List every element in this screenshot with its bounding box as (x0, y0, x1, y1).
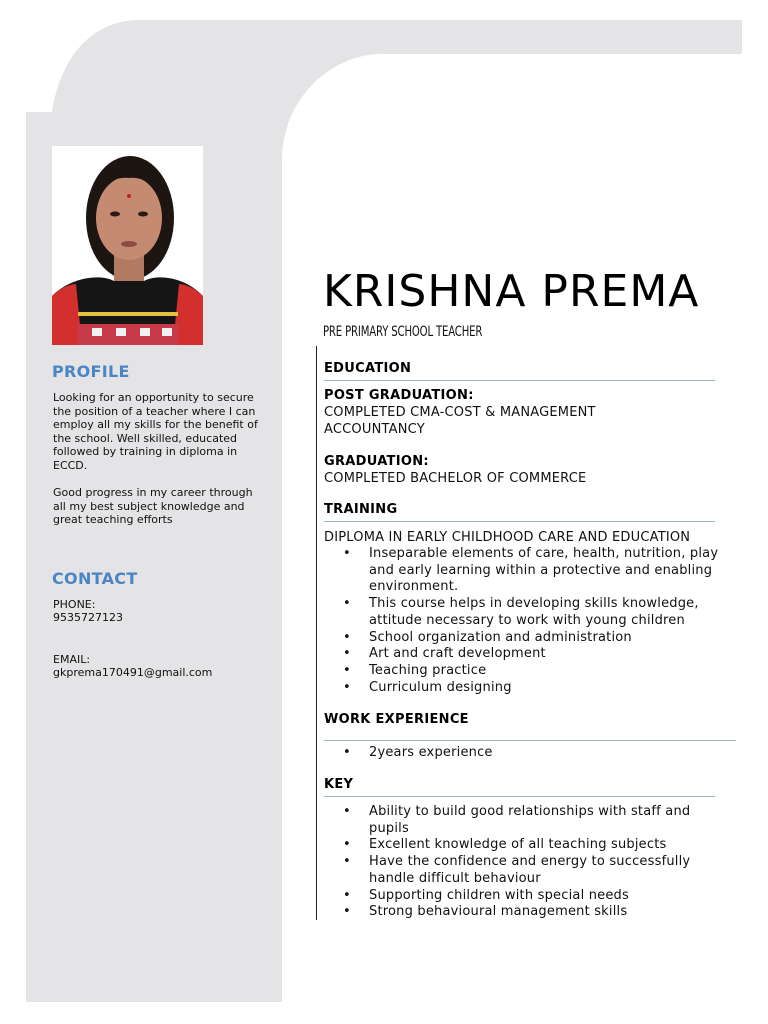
person-name: KRISHNA PREMA (323, 266, 700, 317)
list-item: • 2years experience (324, 745, 724, 762)
post-graduation-text: COMPLETED CMA-COST & MANAGEMENT ACCOUNTANCY (324, 405, 596, 437)
list-item: • School organization and administration (324, 630, 724, 647)
work-experience-list (324, 745, 724, 762)
profile-heading: PROFILE (52, 362, 130, 381)
profile-paragraph-1: Looking for an opportunity to secure the position of a teacher where I can employ all my skills for the benefit of the school. Well skilled, educated followed by training in diploma in ECCD. (53, 391, 258, 472)
list-item: • Art and craft development (324, 646, 724, 663)
key-list (324, 804, 724, 921)
education-heading: EDUCATION (324, 361, 412, 376)
list-item: • Curriculum designing (324, 680, 724, 697)
list-item: • Excellent knowledge of all teaching subjects (324, 837, 724, 854)
email-value: gkprema170491@gmail.com (53, 666, 213, 679)
list-item: • This course helps in developing skills knowledge, attitude necessary to work with young children (324, 596, 724, 629)
graduation-text: COMPLETED BACHELOR OF COMMERCE (324, 471, 587, 486)
work-experience-rule (324, 740, 736, 741)
phone-value: 9535727123 (53, 611, 123, 624)
work-experience-heading: WORK EXPERIENCE (324, 712, 469, 727)
email-label: EMAIL: (53, 653, 91, 666)
training-rule (324, 521, 715, 522)
list-item: • Strong behavioural management skills (324, 904, 724, 921)
training-list (324, 546, 724, 696)
key-rule (324, 796, 715, 797)
list-item: • Supporting children with special needs (324, 888, 724, 905)
post-graduation-label: POST GRADUATION: (324, 388, 474, 403)
phone-label: PHONE: (53, 598, 96, 611)
list-item: • Have the confidence and energy to successfully handle difficult behaviour (324, 854, 724, 887)
vertical-divider (316, 346, 317, 920)
contact-heading: CONTACT (52, 569, 138, 588)
job-title: PRE PRIMARY SCHOOL TEACHER (323, 324, 483, 340)
profile-paragraph-2: Good progress in my career through all my best subject knowledge and great teaching efforts (53, 486, 253, 526)
list-item: • Teaching practice (324, 663, 724, 680)
list-item: • Ability to build good relationships with staff and pupils (324, 804, 724, 837)
list-item: • Inseparable elements of care, health, nutrition, play and early learning within a protective and enabling environment. (324, 546, 724, 596)
training-intro: DIPLOMA IN EARLY CHILDHOOD CARE AND EDUCATION (324, 530, 691, 545)
profile-photo (52, 146, 203, 345)
education-rule (324, 380, 715, 381)
key-heading: KEY (324, 777, 354, 792)
training-heading: TRAINING (324, 502, 398, 517)
graduation-label: GRADUATION: (324, 454, 429, 469)
